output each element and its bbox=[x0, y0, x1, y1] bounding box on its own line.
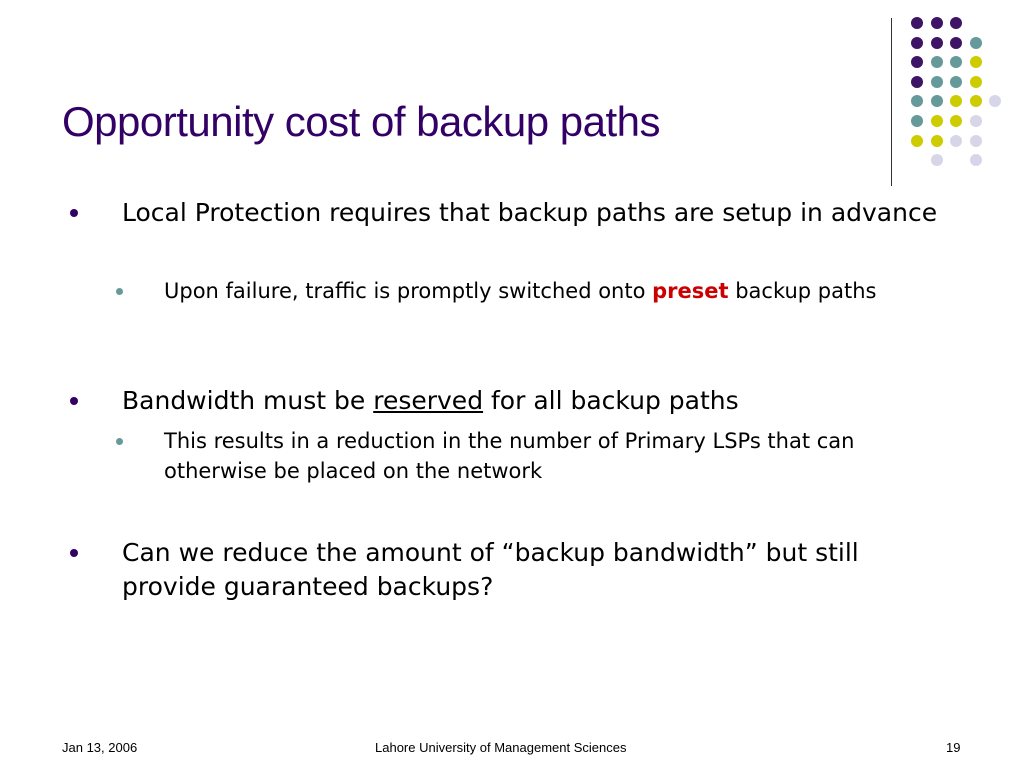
sub-bullet-1-1-text bbox=[164, 276, 936, 306]
footer-organization: Lahore University of Management Sciences bbox=[375, 740, 627, 755]
underlined-word: reserved bbox=[373, 386, 484, 415]
slide-title: Opportunity cost of backup paths bbox=[62, 98, 661, 145]
sub-bullet-2-1 bbox=[116, 426, 936, 486]
bullet-text-after: for all backup paths bbox=[483, 386, 739, 415]
sub-bullet-2-1-text: This results in a reduction in the number of Primary LSPs that can otherwise be placed on the network bbox=[164, 429, 855, 483]
bullet-marker bbox=[70, 397, 78, 405]
bullet-marker bbox=[70, 209, 78, 217]
sub-bullet-marker bbox=[116, 288, 123, 295]
bullet-3-text: Can we reduce the amount of “backup bandwidth” but still provide guaranteed backups? bbox=[122, 538, 859, 601]
bullet-marker bbox=[70, 549, 78, 557]
sub-bullet-text-before: Upon failure, traffic is promptly switched onto bbox=[164, 279, 653, 303]
bullet-2-text bbox=[122, 384, 950, 418]
footer-date: Jan 13, 2006 bbox=[62, 740, 138, 755]
sub-bullet-marker bbox=[116, 438, 123, 445]
bullet-text-before: Bandwidth must be bbox=[122, 386, 374, 415]
highlighted-word: preset bbox=[652, 279, 729, 303]
bullet-2 bbox=[70, 384, 950, 418]
sub-bullet-1-1 bbox=[116, 276, 936, 306]
bullet-3 bbox=[70, 536, 950, 604]
footer-page-number: 19 bbox=[946, 740, 961, 755]
bullet-1-text: Local Protection requires that backup paths are setup in advance bbox=[122, 198, 938, 227]
sub-bullet-text-after: backup paths bbox=[728, 279, 877, 303]
bullet-1 bbox=[70, 196, 950, 230]
